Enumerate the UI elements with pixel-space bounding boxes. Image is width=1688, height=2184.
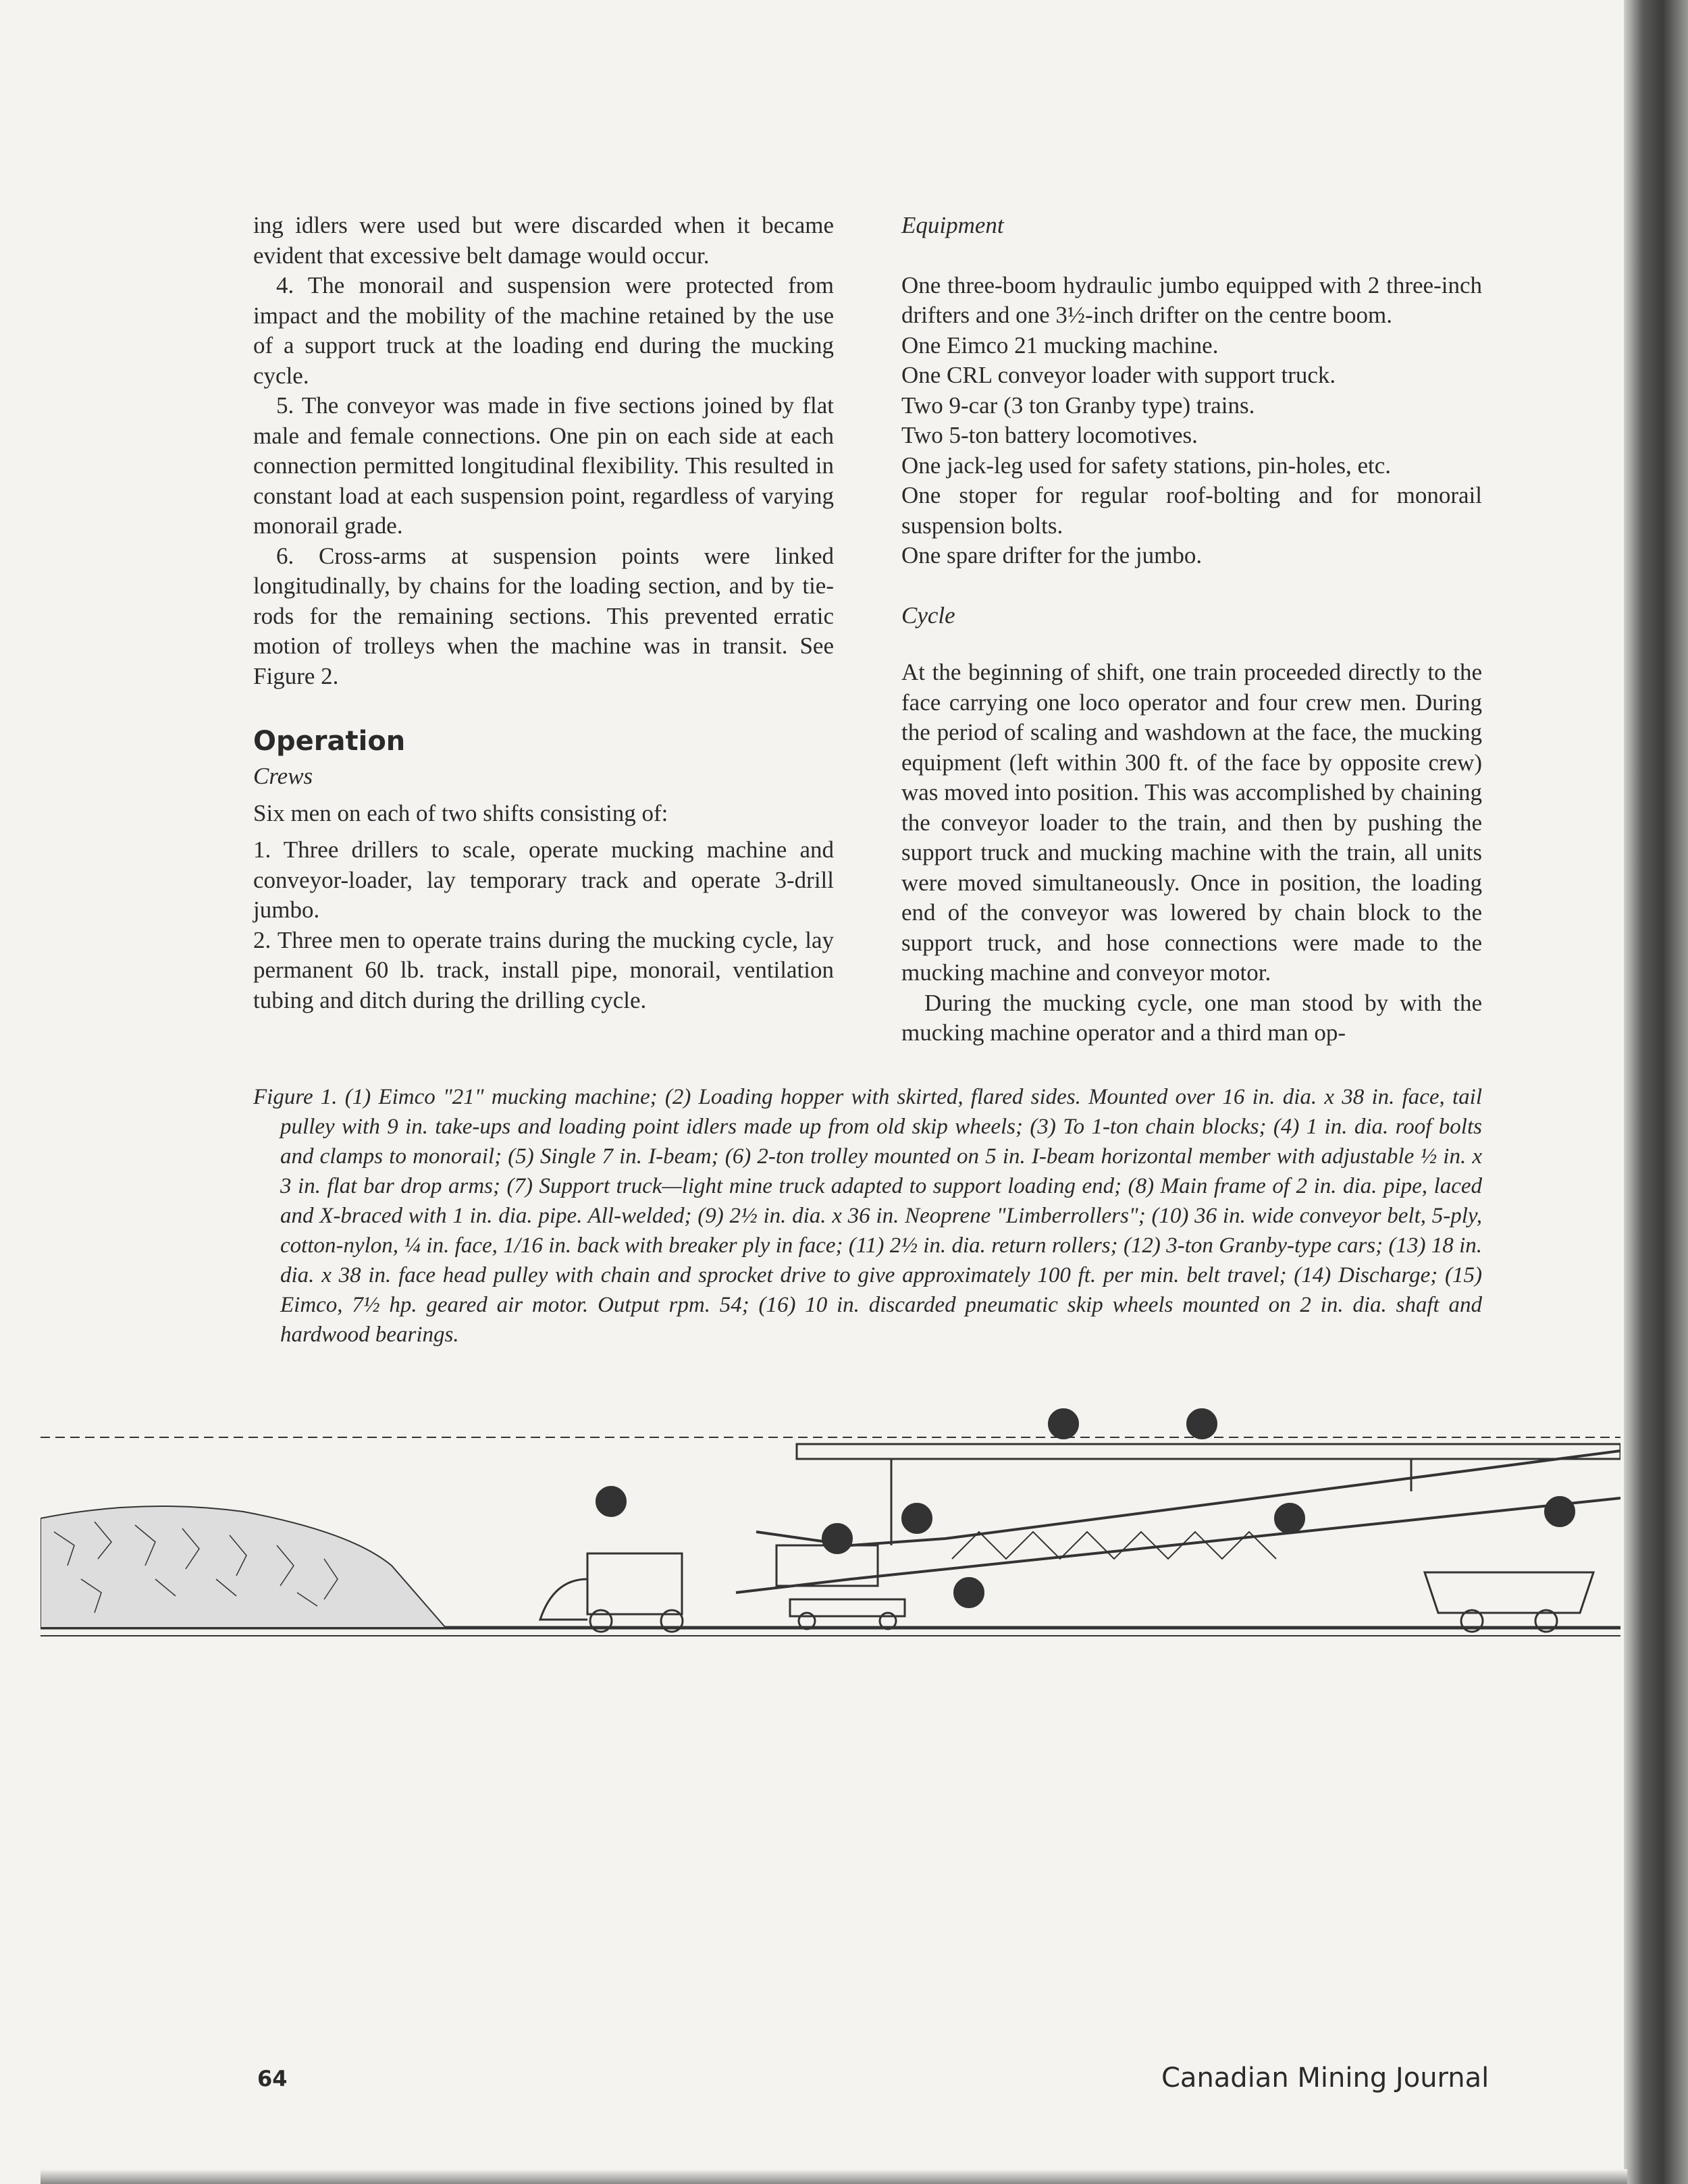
loading-hopper — [776, 1545, 878, 1586]
callout-3: 3 — [910, 1505, 924, 1531]
page-number: 64 — [257, 2066, 288, 2092]
paragraph: 4. The monorail and suspension were protected from impact and the mobility of the machine retained by the use of a support truck at the loading end during the mucking cycle. — [253, 272, 834, 389]
conveyor-frame — [756, 1451, 1620, 1545]
list-item: One Eimco 21 mucking machine. — [901, 331, 1219, 358]
list-item: Two 5-ton battery locomotives. — [901, 422, 1198, 448]
callout-8: 8 — [1553, 1498, 1567, 1524]
granby-car — [1425, 1572, 1593, 1613]
lacing — [952, 1532, 1276, 1559]
list-item: One CRL conveyor loader with support truck. — [901, 362, 1336, 388]
left-column — [253, 211, 834, 1015]
subheading-equipment: Equipment — [901, 212, 1004, 238]
monorail-beam — [797, 1444, 1620, 1459]
list-item: One jack-leg used for safety stations, pin-holes, etc. — [901, 452, 1392, 479]
list-item: Two 9-car (3 ton Granby type) trains. — [901, 392, 1255, 419]
callout-2: 2 — [830, 1525, 845, 1551]
conveyor-loader-diagram — [41, 1377, 1620, 1660]
journal-name: Canadian Mining Journal — [1161, 2062, 1489, 2094]
list-item: 1. Three drillers to scale, operate mucking machine and conveyor-loader, lay temporary track and operate 3-drill jumbo. — [253, 836, 834, 923]
section-heading-operation: Operation — [253, 726, 406, 757]
figure-caption: Figure 1. (1) Eimco "21" mucking machine; (2) Loading hopper with skirted, flared sides. Mounted over 16 in. dia. x 38 in. face, tail pulley with 9 in. take-ups and loading point idlers made up from old skip wheels; (3) To 1-ton chain blocks; (4) 1 in. dia. roof bolts and clamps to monorail; (5) Single 7 in. I-beam; (6) 2-ton trolley mounted on 5 in. I-beam horizontal member with adjustable ½ in. x 3 in. flat bar drop arms; (7) Support truck—light mine truck adapted to support loading end; (8) Main frame of 2 in. dia. pipe, laced and X-braced with 1 in. dia. pipe. All-welded; (9) 2½ in. dia. x 36 in. Neoprene "Limberrollers"; (10) 36 in. wide conveyor belt, 5-ply, cotton-nylon, ¼ in. face, 1/16 in. back with breaker ply in face; (11) 2½ in. dia. return rollers; (12) 3-ton Granby-type cars; (13) 18 in. dia. x 38 in. face head pulley with chain and sprocket drive to give approximately 100 ft. per min. belt travel; (14) Discharge; (15) Eimco, 7½ hp. geared air motor. Output rpm. 54; (16) 10 in. discarded pneumatic skip wheels mounted on 2 in. dia. shaft and hardwood bearings. — [253, 1084, 1482, 1347]
paragraph: 6. Cross-arms at suspension points were linked longitudinally, by chains for the loading section, and by tie-rods for the remaining sections. This prevented erratic motion of trolleys when the machine was in transit. See Figure 2. — [253, 542, 834, 689]
list-item: One three-boom hydraulic jumbo equipped with 2 three-inch drifters and one 3½-inch drifter on the centre boom. — [901, 271, 1482, 328]
callout-4: 4 — [1057, 1410, 1071, 1437]
muck-pile — [41, 1506, 446, 1628]
list-item: One spare drifter for the jumbo. — [901, 542, 1203, 568]
paragraph: ing idlers were used but were discarded when it became evident that excessive belt damage would occur. — [253, 212, 834, 269]
scan-edge-shadow — [1624, 0, 1688, 2184]
subheading-crews: Crews — [253, 763, 313, 789]
callout-6: 6 — [1283, 1505, 1297, 1531]
callout-1: 1 — [604, 1488, 618, 1514]
mucking-bucket — [540, 1579, 587, 1620]
callout-5: 5 — [1195, 1410, 1209, 1437]
paragraph: During the mucking cycle, one man stood by with the mucking machine operator and a third man op- — [901, 989, 1482, 1046]
paragraph: At the beginning of shift, one train proceeded directly to the face carrying one loco operator and four crew men. During the period of scaling and washdown at the face, the mucking equipment (left within 300 ft. of the face by opposite crew) was moved into position. This was accomplished by chaining the conveyor loader to the train, and then by pushing the support truck and mucking machine with the train, all units were moved simultaneously. Once in position, the loading end of the conveyor was lowered by chain block to the support truck, and hose connections were made to the mucking machine and conveyor motor. — [901, 659, 1482, 986]
paragraph: 5. The conveyor was made in five sections joined by flat male and female connections. One pin on each side at each connection permitted longitudinal flexibility. This resulted in constant load at each suspension point, regardless of varying monorail grade. — [253, 392, 834, 539]
subheading-cycle: Cycle — [901, 602, 955, 629]
text-columns — [253, 211, 1482, 1048]
page-body — [253, 211, 1567, 1660]
mucking-machine-body — [587, 1553, 682, 1614]
list-item: One stoper for regular roof-bolting and for monorail suspension bolts. — [901, 482, 1482, 539]
scan-bottom-edge — [41, 2169, 1627, 2184]
list-item: 2. Three men to operate trains during the mucking cycle, lay permanent 60 lb. track, install pipe, monorail, ventilation tubing and ditch during the drilling cycle. — [253, 926, 834, 1013]
right-column — [901, 211, 1482, 1048]
callout-7: 7 — [962, 1579, 976, 1605]
paragraph: Six men on each of two shifts consisting of: — [253, 799, 668, 826]
